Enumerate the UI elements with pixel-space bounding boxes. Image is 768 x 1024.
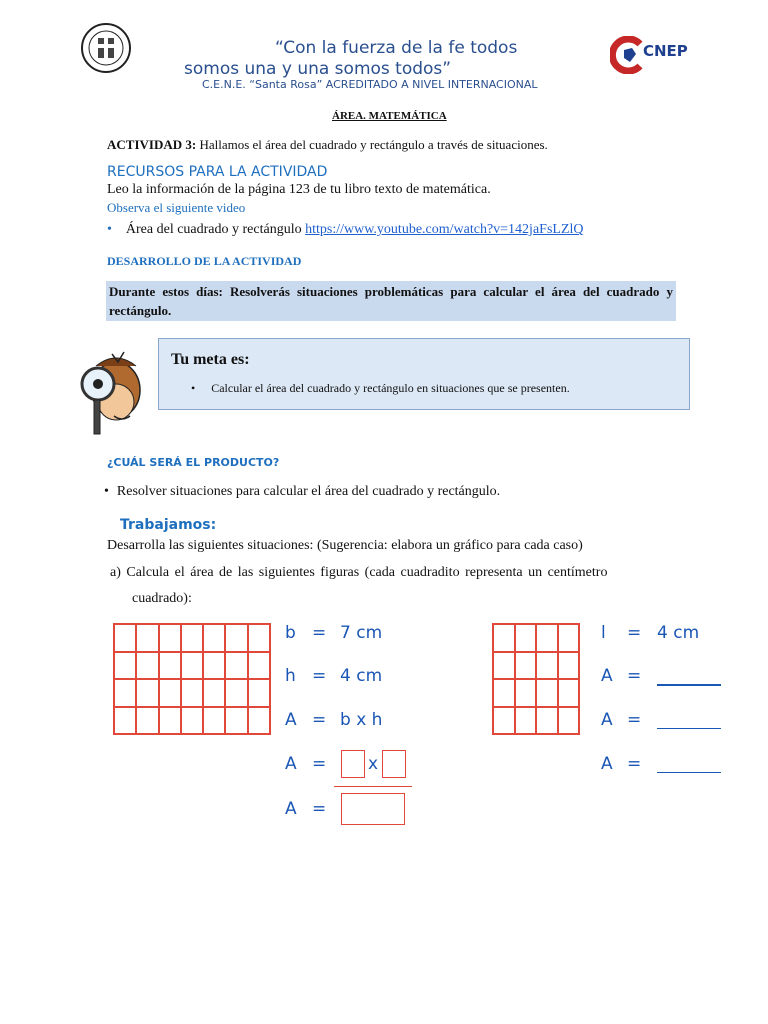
grid-cell — [136, 679, 158, 707]
item-a-line-2: cuadrado): — [132, 591, 192, 606]
grid-cell — [225, 707, 247, 735]
bullet-dot: • — [107, 222, 112, 237]
rect-b-value: 7 cm — [340, 623, 383, 643]
product-item — [104, 484, 500, 500]
rect-b-eq: = — [312, 623, 327, 643]
grid-cell — [181, 679, 203, 707]
resources-heading: RECURSOS PARA LA ACTIVIDAD — [107, 164, 328, 180]
video-text: Área del cuadrado y rectángulo — [125, 222, 306, 237]
rect-A-eq: = — [312, 710, 327, 730]
grid-cell — [225, 652, 247, 680]
grid-cell — [225, 679, 247, 707]
grid-cell — [558, 679, 580, 707]
grid-cell — [536, 679, 558, 707]
grid-cell — [493, 679, 515, 707]
grid-cell — [203, 707, 225, 735]
activity-text: Hallamos el área del cuadrado y rectángulo a través de situaciones. — [196, 137, 548, 152]
grid-cell — [493, 624, 515, 652]
rect-A-eq-3: = — [312, 799, 327, 819]
grid-cell — [248, 679, 270, 707]
grid-cell — [515, 624, 537, 652]
observe-text: Observa el siguiente video — [107, 200, 246, 215]
grid-cell — [203, 652, 225, 680]
height-answer-box[interactable] — [382, 750, 406, 778]
square-A-label-2: A — [601, 710, 613, 730]
grid-cell — [159, 707, 181, 735]
rect-A-label-3: A — [285, 799, 297, 819]
video-bullet — [107, 222, 584, 238]
motto-line-2: somos una y una somos todos” — [184, 59, 452, 79]
development-highlight: Durante estos días: Resolverás situaciones problemáticas para calcular el área del cuadrado y rectángulo. — [106, 281, 676, 321]
square-grid — [492, 623, 580, 735]
motto-line-1: “Con la fuerza de la fe todos — [275, 38, 518, 58]
grid-cell — [181, 707, 203, 735]
grid-cell — [136, 652, 158, 680]
grid-cell — [536, 652, 558, 680]
rect-A-label-2: A — [285, 754, 297, 774]
square-answer-blank-3[interactable] — [657, 772, 721, 773]
activity-line — [107, 137, 548, 153]
grid-cell — [136, 624, 158, 652]
detective-kid-illustration — [74, 346, 154, 438]
school-logo — [80, 22, 132, 74]
grid-cell — [114, 707, 136, 735]
grid-cell — [136, 707, 158, 735]
rect-formula: b x h — [340, 710, 383, 730]
rect-h-value: 4 cm — [340, 666, 383, 686]
work-heading: Trabajamos: — [120, 517, 217, 533]
rect-h-eq: = — [312, 666, 327, 686]
product-bullet: • — [104, 484, 109, 499]
goal-bullet: • — [191, 381, 196, 395]
school-accreditation: C.E.N.E. “Santa Rosa” ACREDITADO A NIVEL INTERNACIONAL — [202, 78, 538, 91]
grid-cell — [515, 652, 537, 680]
square-A-eq-3: = — [627, 754, 642, 774]
item-a-line-1: a) Calcula el área de las siguientes figuras (cada cuadradito representa un centímetro — [110, 565, 608, 580]
activity-label: ACTIVIDAD 3: — [107, 137, 197, 152]
rect-A-label: A — [285, 710, 297, 730]
grid-cell — [225, 624, 247, 652]
square-A-label-1: A — [601, 666, 613, 686]
video-link[interactable]: https://www.youtube.com/watch?v=142jaFsLZlQ — [305, 222, 584, 237]
rect-A-eq-2: = — [312, 754, 327, 774]
fraction-divider — [334, 786, 412, 787]
base-answer-box[interactable] — [341, 750, 365, 778]
goal-item-text: Calcular el área del cuadrado y rectángulo en situaciones que se presenten. — [211, 381, 570, 395]
square-l-eq: = — [627, 623, 642, 643]
grid-cell — [248, 652, 270, 680]
grid-cell — [114, 652, 136, 680]
grid-cell — [493, 652, 515, 680]
square-answer-blank-1[interactable] — [657, 684, 721, 686]
grid-cell — [203, 624, 225, 652]
rect-h-label: h — [285, 666, 296, 686]
grid-cell — [493, 707, 515, 735]
rectangle-grid — [113, 623, 271, 735]
grid-cell — [203, 679, 225, 707]
page-title: ÁREA. MATEMÁTICA — [332, 110, 447, 122]
grid-cell — [248, 707, 270, 735]
grid-cell — [515, 707, 537, 735]
times-sign: x — [368, 754, 379, 774]
goal-title: Tu meta es: — [171, 351, 250, 368]
square-A-label-3: A — [601, 754, 613, 774]
grid-cell — [558, 652, 580, 680]
grid-cell — [181, 652, 203, 680]
grid-cell — [248, 624, 270, 652]
grid-cell — [558, 624, 580, 652]
square-l-label: l — [601, 623, 606, 643]
product-item-text: Resolver situaciones para calcular el área del cuadrado y rectángulo. — [116, 484, 501, 499]
grid-cell — [114, 624, 136, 652]
square-answer-blank-2[interactable] — [657, 728, 721, 729]
cnep-logo — [610, 36, 690, 76]
grid-cell — [536, 624, 558, 652]
rect-b-label: b — [285, 623, 296, 643]
goal-box — [158, 338, 690, 410]
area-answer-box[interactable] — [341, 793, 405, 825]
resources-line: Leo la información de la página 123 de tu libro texto de matemática. — [107, 182, 491, 197]
square-A-eq-2: = — [627, 710, 642, 730]
goal-item — [191, 381, 570, 396]
product-heading: ¿CUÁL SERÁ EL PRODUCTO? — [107, 456, 280, 469]
development-heading: DESARROLLO DE LA ACTIVIDAD — [107, 254, 302, 268]
grid-cell — [159, 652, 181, 680]
cnep-logo-text: CNEP — [643, 42, 688, 60]
grid-cell — [515, 679, 537, 707]
grid-cell — [159, 679, 181, 707]
grid-cell — [558, 707, 580, 735]
square-l-value: 4 cm — [657, 623, 700, 643]
grid-cell — [114, 679, 136, 707]
grid-cell — [181, 624, 203, 652]
square-A-eq-1: = — [627, 666, 642, 686]
grid-cell — [159, 624, 181, 652]
grid-cell — [536, 707, 558, 735]
work-intro: Desarrolla las siguientes situaciones: (Sugerencia: elabora un gráfico para cada caso) — [107, 538, 583, 553]
